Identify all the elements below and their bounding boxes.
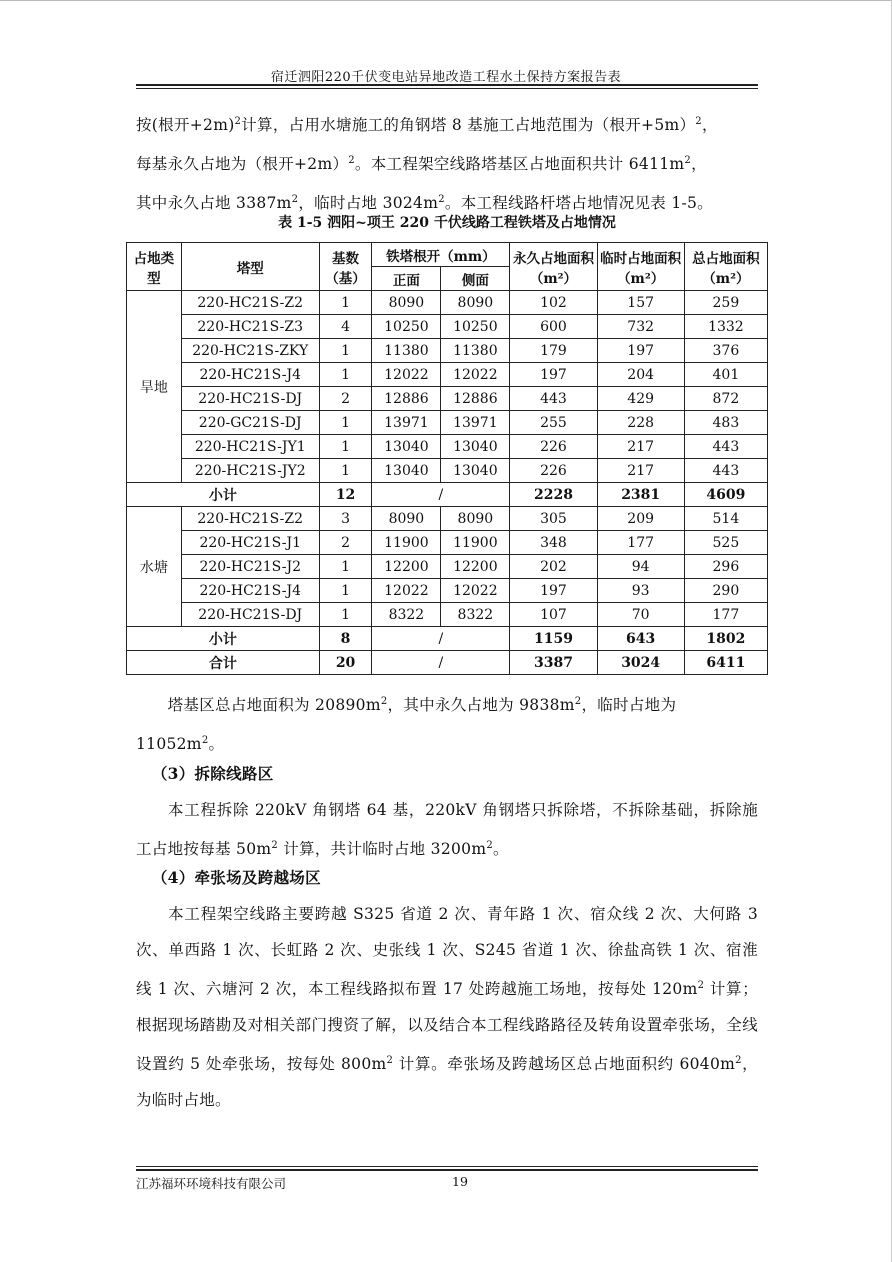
temporary-cell: 204 [597,363,684,387]
table-row [127,291,768,315]
front-cell: 13040 [372,459,441,483]
total-span: / [372,651,510,675]
section-3 [136,756,758,867]
table-row [127,315,768,339]
count-cell: 2 [319,387,372,411]
side-cell: 11900 [441,531,510,555]
count-cell: 1 [319,459,372,483]
total-cell: 872 [684,387,767,411]
paragraph-text: 计算，共计临时占地 3200m [278,840,487,859]
temporary-cell: 70 [597,603,684,627]
permanent-cell: 443 [510,387,597,411]
subtotal-temporary: 2381 [597,483,684,507]
superscript: 2 [574,696,582,707]
subtotal-span: / [372,483,510,507]
total-label: 合计 [127,651,320,675]
subtotal-total: 1802 [684,627,767,651]
front-cell: 8090 [372,507,441,531]
count-cell: 4 [319,315,372,339]
header-rule [136,84,758,86]
temporary-cell: 93 [597,579,684,603]
front-cell: 13971 [372,411,441,435]
paragraph-text: 。 [493,840,509,859]
superscript: 2 [695,116,702,127]
temporary-cell: 94 [597,555,684,579]
paragraph-text: ，为临时占地。 [136,1055,758,1110]
total-cell: 443 [684,435,767,459]
front-cell: 11900 [372,531,441,555]
count-cell: 1 [319,411,372,435]
front-cell: 11380 [372,339,441,363]
header-count: 基数（基） [319,243,372,291]
table-row [127,363,768,387]
count-cell: 1 [319,555,372,579]
superscript: 2 [380,696,388,707]
land-type-cell: 水塘 [127,507,182,627]
permanent-cell: 202 [510,555,597,579]
total-cell: 514 [684,507,767,531]
side-cell: 12886 [441,387,510,411]
permanent-cell: 226 [510,435,597,459]
paragraph-text: 。 [208,735,225,754]
total-total: 6411 [684,651,767,675]
intro-text: 计算，占用水塘施工的角钢塔 8 基施工占地范围为（根开+5m） [241,116,696,135]
intro-text: ，临时占地 3024m [298,194,439,213]
tower-type-cell: 220-GC21S-DJ [181,411,319,435]
total-cell: 177 [684,603,767,627]
count-cell: 1 [319,603,372,627]
subtotal-row [127,627,768,651]
front-cell: 8090 [372,291,441,315]
total-temporary: 3024 [597,651,684,675]
land-type-cell: 旱地 [127,291,182,483]
side-cell: 8322 [441,603,510,627]
tower-type-cell: 220-HC21S-J4 [181,363,319,387]
superscript: 2 [438,194,445,206]
header-total: 总占地面积（m²） [684,243,767,291]
superscript: 2 [386,1055,394,1067]
tower-type-cell: 220-HC21S-J4 [181,579,319,603]
permanent-cell: 107 [510,603,597,627]
tower-type-cell: 220-HC21S-J1 [181,531,319,555]
superscript: 2 [486,840,494,851]
table-row [127,339,768,363]
subtotal-span: / [372,627,510,651]
table-row [127,531,768,555]
table-row [127,459,768,483]
temporary-cell: 209 [597,507,684,531]
side-cell: 12022 [441,363,510,387]
superscript: 2 [684,155,692,167]
temporary-cell: 157 [597,291,684,315]
header-rule-thin [136,88,758,89]
front-cell: 10250 [372,315,441,339]
side-cell: 11380 [441,339,510,363]
subtotal-label: 小计 [127,483,320,507]
subtotal-temporary: 643 [597,627,684,651]
table-title: 表 1-5 泗阳~项王 220 千伏线路工程铁塔及占地情况 [278,215,616,231]
section-3-heading: （3）拆除线路区 [151,764,274,783]
superscript: 2 [697,980,705,991]
temporary-cell: 732 [597,315,684,339]
intro-text: ， [701,116,718,135]
side-cell: 13040 [441,459,510,483]
count-cell: 2 [319,531,372,555]
side-cell: 8090 [441,291,510,315]
temporary-cell: 429 [597,387,684,411]
tower-land-table [126,242,768,675]
permanent-cell: 305 [510,507,597,531]
front-cell: 13040 [372,435,441,459]
total-cell: 401 [684,363,767,387]
subtotal-permanent: 1159 [510,627,597,651]
intro-paragraph [136,104,758,221]
table-row [127,555,768,579]
superscript: 2 [291,194,299,206]
table-row [127,507,768,531]
superscript: 2 [271,840,279,851]
subtotal-count: 8 [319,627,372,651]
total-cell: 296 [684,555,767,579]
paragraph-text: ，其中永久占地为 9838m [387,696,575,715]
total-row [127,651,768,675]
superscript: 2 [348,155,355,167]
page-top-edge [0,0,892,1]
total-cell: 525 [684,531,767,555]
total-cell: 1332 [684,315,767,339]
side-cell: 10250 [441,315,510,339]
permanent-cell: 600 [510,315,597,339]
side-cell: 13040 [441,435,510,459]
page-number: 19 [452,1174,468,1189]
intro-text: ， [691,155,707,174]
count-cell: 1 [319,435,372,459]
tower-type-cell: 220-HC21S-JY2 [181,459,319,483]
front-cell: 12022 [372,363,441,387]
side-cell: 12200 [441,555,510,579]
total-permanent: 3387 [510,651,597,675]
total-count: 20 [319,651,372,675]
superscript: 2 [201,735,209,747]
intro-text: 其中永久占地 3387m [136,194,292,213]
count-cell: 1 [319,339,372,363]
tower-type-cell: 220-HC21S-DJ [181,387,319,411]
temporary-cell: 177 [597,531,684,555]
subtotal-count: 12 [319,483,372,507]
table-row [127,411,768,435]
table-row [127,387,768,411]
permanent-cell: 197 [510,363,597,387]
front-cell: 12200 [372,555,441,579]
header-tower-type: 塔型 [181,243,319,291]
front-cell: 8322 [372,603,441,627]
tower-type-cell: 220-HC21S-Z2 [181,507,319,531]
paragraph-text: 本工程拆除 220kV 角钢塔 64 基，220kV 角钢塔只拆除塔，不拆除基础，拆除施工占地按每基 50m [136,801,758,859]
count-cell: 3 [319,507,372,531]
header-side: 侧面 [441,267,510,291]
header-front: 正面 [372,267,441,291]
superscript: 2 [234,116,242,127]
permanent-cell: 255 [510,411,597,435]
tower-type-cell: 220-HC21S-ZKY [181,339,319,363]
tower-type-cell: 220-HC21S-J2 [181,555,319,579]
tower-type-cell: 220-HC21S-Z3 [181,315,319,339]
permanent-cell: 348 [510,531,597,555]
total-cell: 483 [684,411,767,435]
paragraph-text: 本工程架空线路主要跨越 S325 省道 2 次、青年路 1 次、宿众线 2 次、大何路 3 次、单西路 1 次、长虹路 2 次、史张线 1 次、S245 省道 1 次、徐盐高铁 1 次、宿淮线 1 次、六塘河 2 次，本工程线路拟布置 17 处跨越施工场地，按每处 120m [136,905,758,999]
count-cell: 1 [319,363,372,387]
section-4-heading: （4）牵张场及跨越场区 [151,868,321,887]
subtotal-total: 4609 [684,483,767,507]
paragraph-text: 计算。牵张场及跨越场区总占地面积约 6040m [393,1055,736,1074]
temporary-cell: 217 [597,459,684,483]
permanent-cell: 102 [510,291,597,315]
paragraph-text: ，临时占地为 [581,696,677,715]
temporary-cell: 228 [597,411,684,435]
header-land-type: 占地类型 [127,243,182,291]
permanent-cell: 197 [510,579,597,603]
paragraph-text: 11052m [136,735,202,754]
total-cell: 376 [684,339,767,363]
subtotal-label: 小计 [127,627,320,651]
front-cell: 12022 [372,579,441,603]
subtotal-row [127,483,768,507]
header-temporary: 临时占地面积（m²） [597,243,684,291]
header-root-span: 铁塔根开（mm） [372,243,510,267]
intro-text: 。本工程线路杆塔占地情况见表 1-5。 [444,194,713,213]
paragraph-text: 塔基区总占地面积为 20890m [167,696,381,715]
table-row [127,435,768,459]
intro-text: 。本工程架空线路塔基区占地面积共计 6411m [354,155,685,174]
footer-rule [136,1169,758,1171]
tower-type-cell: 220-HC21S-DJ [181,603,319,627]
table-row [127,603,768,627]
section-4 [136,860,758,1118]
superscript: 2 [735,1055,742,1067]
count-cell: 1 [319,579,372,603]
temporary-cell: 197 [597,339,684,363]
total-cell: 259 [684,291,767,315]
side-cell: 13971 [441,411,510,435]
tower-type-cell: 220-HC21S-Z2 [181,291,319,315]
footer-rule-thin [136,1166,758,1167]
temporary-cell: 217 [597,435,684,459]
total-cell: 443 [684,459,767,483]
table-row [127,579,768,603]
paragraph-text: 计算；根据现场踏勘及对相关部门搜资了解，以及结合本工程线路路径及转角设置牵张场，全线设置约 5 处牵张场，按每处 800m [136,980,758,1074]
footer-company: 江苏福环环境科技有限公司 [136,1176,287,1191]
header-permanent: 永久占地面积（m²） [510,243,597,291]
side-cell: 12022 [441,579,510,603]
area-summary-paragraph [136,684,758,762]
total-cell: 290 [684,579,767,603]
permanent-cell: 226 [510,459,597,483]
count-cell: 1 [319,291,372,315]
tower-type-cell: 220-HC21S-JY1 [181,435,319,459]
intro-text: 按(根开+2m) [136,116,235,135]
front-cell: 12886 [372,387,441,411]
permanent-cell: 179 [510,339,597,363]
intro-text: 每基永久占地为（根开+2m） [136,155,349,174]
page-header-title: 宿迁泗阳220千伏变电站异地改造工程水土保持方案报告表 [270,70,622,85]
subtotal-permanent: 2228 [510,483,597,507]
side-cell: 8090 [441,507,510,531]
